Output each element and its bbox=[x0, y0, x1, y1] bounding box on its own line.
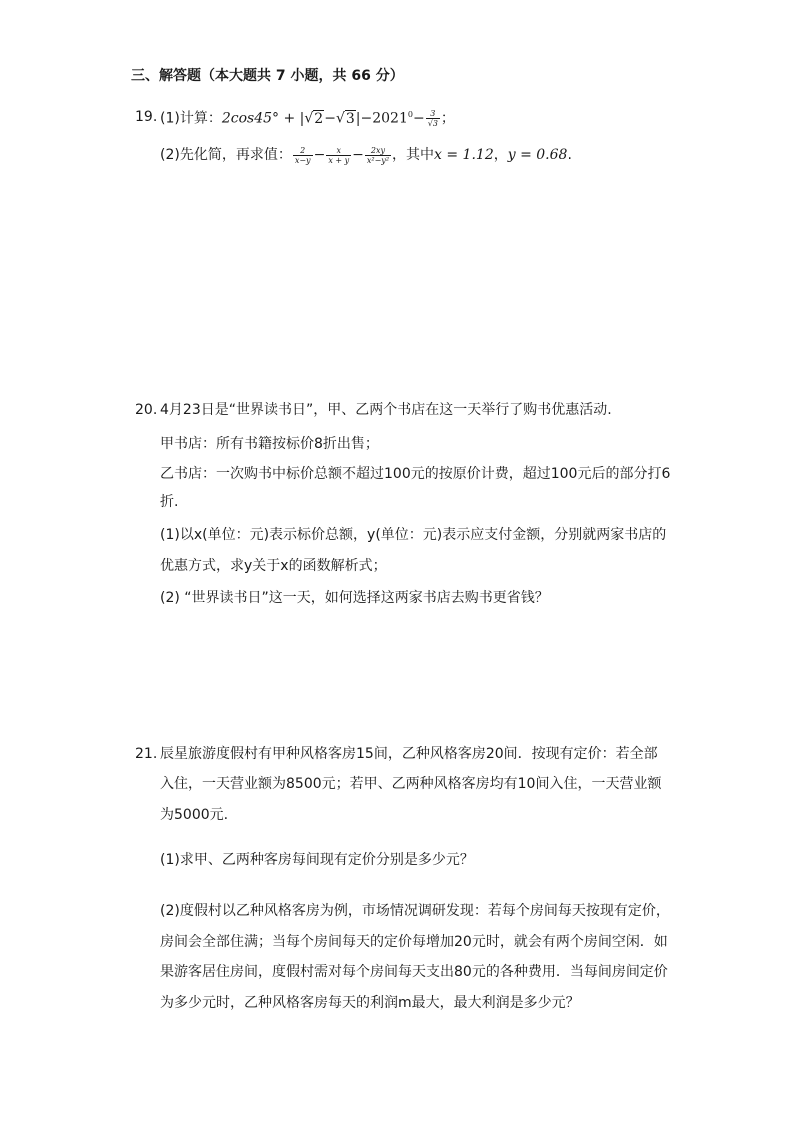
q20-line-4: 折. bbox=[160, 494, 179, 510]
q19-part1-term: 2cos45° + | bbox=[221, 110, 305, 127]
q21-line-4: (1)求甲、乙两种客房每间现有定价分别是多少元？ bbox=[160, 852, 474, 868]
q19-part1-label: (1)计算： bbox=[160, 110, 222, 127]
q21-line-1: 辰星旅游度假村有甲种风格客房15间，乙种风格客房20间．按现有定价：若全部 bbox=[160, 746, 658, 762]
q21-line-7: 果游客居住房间，度假村需对每个房间每天支出80元的各种费用．当每间房间定价 bbox=[160, 964, 668, 980]
fraction-3-over-sqrt3: $\frac{3}{√3}$ bbox=[427, 109, 438, 129]
sqrt-2: √2 bbox=[304, 110, 324, 127]
q21-line-5: (2)度假村以乙种风格客房为例，市场情况调研发现：若每个房间每天按现有定价， bbox=[160, 903, 670, 919]
q19-part1: (1)计算：$2\cos 45^\circ + |√2-√3|-2021^0-$ $\frac{3}{√3}$ ； bbox=[160, 109, 455, 129]
q20-line-2: 甲书店：所有书籍按标价8折出售； bbox=[160, 436, 379, 452]
fraction-3: $\frac{2xy}{\text{x²−y²}}$ bbox=[366, 145, 390, 165]
q20-line-6: 优惠方式，求y关于x的函数解析式； bbox=[160, 558, 387, 574]
q20-line-5: (1)以x(单位：元)表示标价总额，y(单位：元)表示应支付金额，分别就两家书店的 bbox=[160, 527, 667, 543]
q20-line-1: 4月23日是“世界读书日”，甲、乙两个书店在这一天举行了购书优惠活动. bbox=[160, 402, 612, 418]
q21-line-8: 为多少元时，乙种风格客房每天的利润m最大，最大利润是多少元？ bbox=[160, 995, 580, 1011]
fraction-2: $\frac{x}{x + y}$ bbox=[328, 145, 350, 165]
question-20-number: 20. bbox=[135, 402, 158, 418]
y-value: y = 0.68 bbox=[507, 147, 568, 163]
q19-part2: (2)先化简，再求值： $\frac{2}{x-y}$ − $\frac{x}{x + y}$ − $\frac{2xy}{\text{x²−y²}}$ ，其中x = 1.12，y = 0.68. bbox=[160, 145, 572, 165]
x-value: x = 1.12 bbox=[434, 147, 494, 163]
q20-line-7: (2) “世界读书日”这一天，如何选择这两家书店去购书更省钱？ bbox=[160, 590, 549, 606]
section-heading: 三、解答题（本大题共 7 小题，共 66 分） bbox=[131, 68, 404, 84]
q19-part2-label: (2)先化简，再求值： bbox=[160, 147, 292, 163]
q21-line-6: 房间会全部住满；当每个房间每天的定价每增加20元时，就会有两个房间空闲．如 bbox=[160, 934, 668, 950]
sqrt-3: √3 bbox=[335, 110, 355, 127]
question-21-number: 21. bbox=[135, 746, 158, 762]
question-19-number: 19. bbox=[135, 109, 158, 125]
q21-line-2: 入住，一天营业额为8500元；若甲、乙两种风格客房均有10间入住，一天营业额 bbox=[160, 776, 662, 792]
fraction-1: $\frac{2}{x-y}$ bbox=[294, 145, 311, 165]
q21-line-3: 为5000元. bbox=[160, 807, 229, 823]
q20-line-3: 乙书店：一次购书中标价总额不超过100元的按原价计费，超过100元后的部分打6 bbox=[160, 466, 671, 482]
